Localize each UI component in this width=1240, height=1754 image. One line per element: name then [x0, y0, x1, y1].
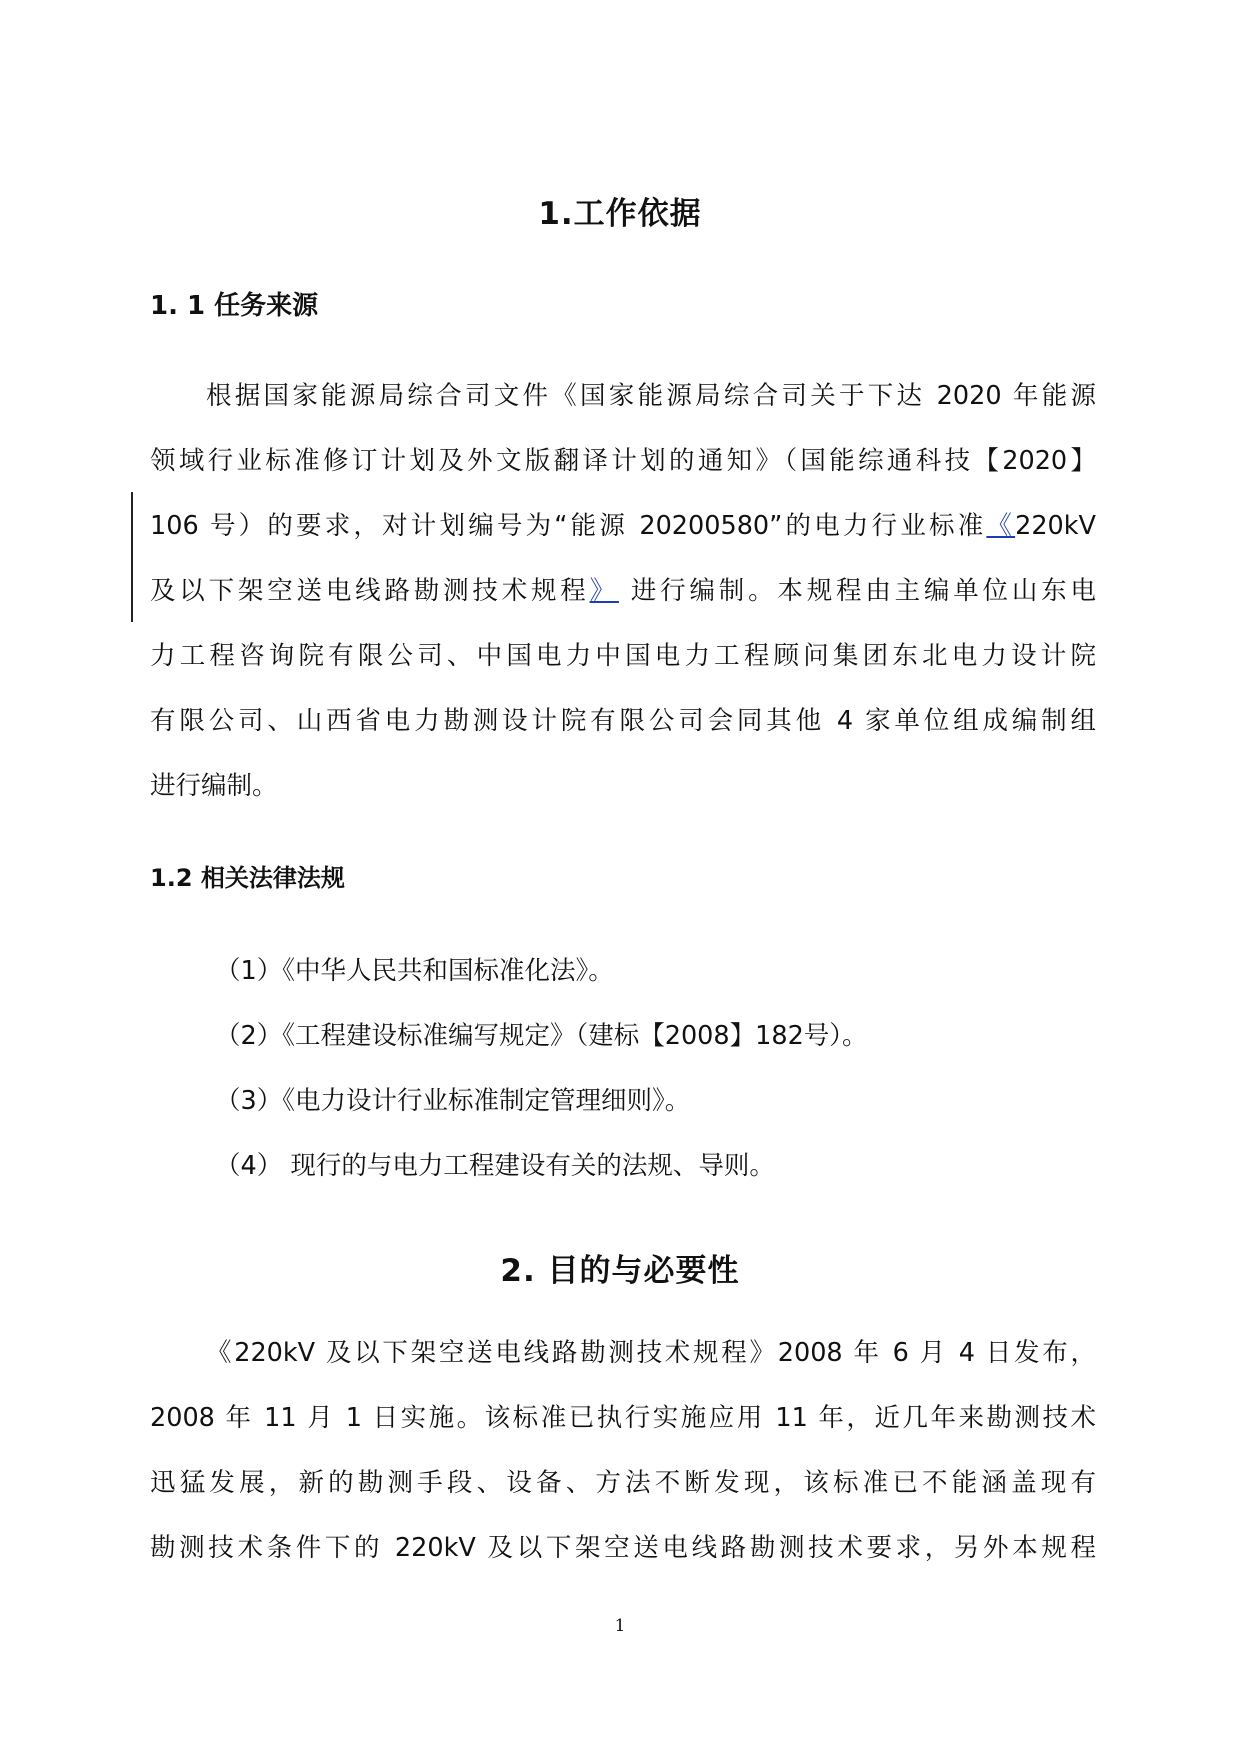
revision-change-bar	[131, 492, 133, 622]
regulation-item-3: （3）《电力设计行业标准制定管理细则》。	[215, 1086, 691, 1116]
paragraph-line	[150, 494, 1096, 559]
regulation-item-2: （2）《工程建设标准编写规定》（建标【2008】182号）。	[215, 1021, 868, 1051]
paragraph-line: 《220kV 及以下架空送电线路勘测技术规程》2008 年 6 月 4 日发布，	[206, 1338, 1096, 1368]
paragraph-line	[150, 559, 1096, 624]
section-1-title: 1.工作依据	[538, 196, 702, 232]
standard-link-close[interactable]: 》	[589, 576, 619, 606]
standard-name: 及以下架空送电线路勘测技术规程	[150, 576, 590, 606]
paragraph-line: 力工程咨询院有限公司、中国电力中国电力工程顾问集团东北电力设计院	[150, 641, 1096, 671]
regulation-item-4: （4） 现行的与电力工程建设有关的法规、导则。	[215, 1151, 775, 1181]
paragraph-line: 迅猛发展，新的勘测手段、设备、方法不断发现，该标准已不能涵盖现有	[150, 1468, 1096, 1498]
purpose-paragraph	[150, 1321, 1096, 1581]
paragraph-line: 勘测技术条件下的 220kV 及以下架空送电线路勘测技术要求，另外本规程	[150, 1533, 1096, 1563]
regulation-item-1: （1）《中华人民共和国标准化法》。	[215, 956, 614, 986]
subsection-1-1-title: 1. 1 任务来源	[150, 291, 319, 321]
page-number: 1	[614, 1616, 626, 1636]
paragraph-line: 有限公司、山西省电力勘测设计院有限公司会同其他 4 家单位组成编制组	[150, 706, 1096, 736]
standard-link-open[interactable]: 《	[986, 511, 1016, 541]
paragraph-line: 进行编制。	[150, 771, 278, 801]
standard-voltage: 220kV	[1015, 511, 1096, 541]
task-source-paragraph	[150, 364, 1096, 819]
paragraph-line: 领域行业标准修订计划及外文版翻译计划的通知》（国能综通科技【2020】	[150, 446, 1096, 476]
line-text: 106 号）的要求，对计划编号为“能源 20200580”的电力行业标准	[150, 511, 987, 541]
line-text: 进行编制。本规程由主编单位山东电	[630, 576, 1096, 606]
section-2-title: 2. 目的与必要性	[500, 1253, 740, 1289]
paragraph-line: 根据国家能源局综合司文件《国家能源局综合司关于下达 2020 年能源	[206, 381, 1096, 411]
paragraph-line: 2008 年 11 月 1 日实施。该标准已执行实施应用 11 年，近几年来勘测技术	[150, 1403, 1096, 1433]
subsection-1-2-title: 1.2 相关法律法规	[150, 864, 345, 892]
